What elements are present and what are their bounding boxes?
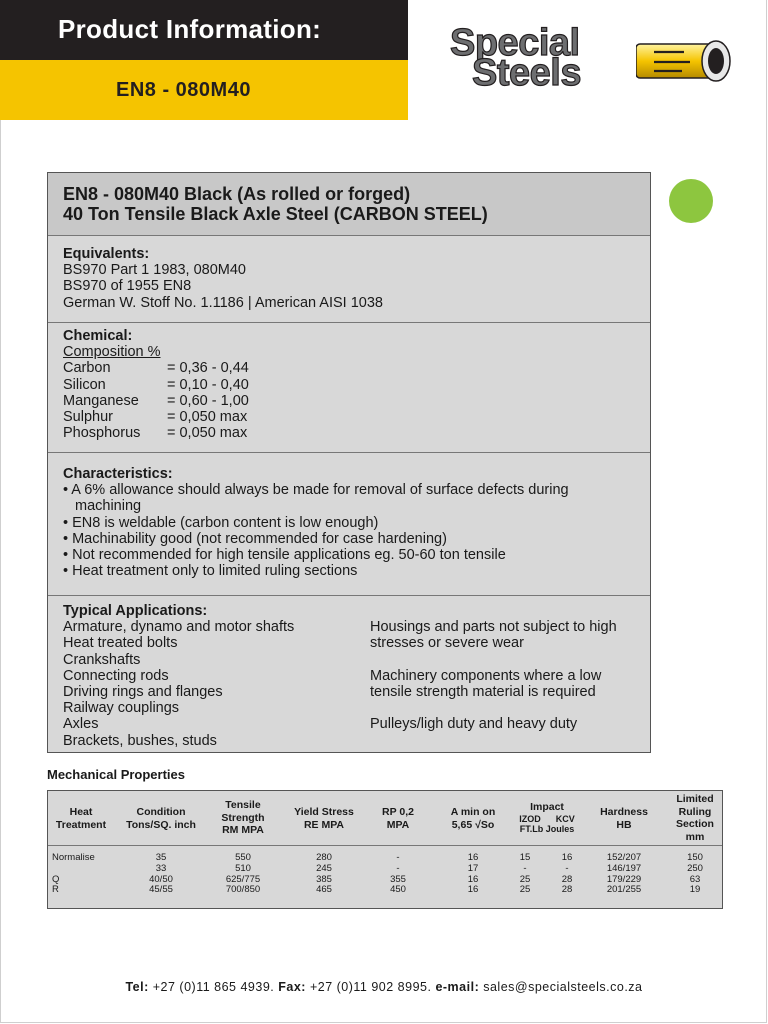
cell-hardness: 152/207 — [606, 852, 642, 863]
application-item: Heat treated bolts — [63, 635, 178, 652]
cell-izod: 25 — [519, 873, 531, 885]
impact-subheader — [519, 814, 575, 824]
cell-yield: 280 — [316, 852, 332, 863]
application-item: stresses or severe wear — [370, 635, 524, 652]
application-item: tensile strength material is required — [370, 684, 596, 700]
cell-condition: 45/55 — [149, 884, 173, 896]
page-title: Product Information: — [58, 14, 322, 44]
chemical-row — [63, 409, 650, 425]
col-condition — [126, 806, 196, 831]
element-name: Manganese — [63, 392, 139, 409]
application-item: Pulleys/ligh duty and heavy duty — [370, 716, 578, 733]
col-yield — [294, 806, 354, 831]
col-hardness — [600, 806, 648, 831]
header-text: MPA — [386, 818, 410, 831]
header-text: RE MPA — [303, 818, 345, 831]
header-text: RP 0,2 — [382, 806, 414, 818]
header-text: 5,65 √So — [451, 818, 495, 831]
cell-kcv: 28 — [561, 873, 573, 885]
element-name: Sulphur — [63, 409, 113, 426]
cell-amin: 17 — [467, 862, 479, 874]
header-text: A min on — [450, 806, 496, 818]
applications-heading: Typical Applications: — [63, 603, 208, 619]
cell-section: 19 — [689, 884, 701, 896]
cell-amin: 16 — [467, 852, 479, 863]
characteristic-item: • A 6% allowance should always be made for removal of surface defects during — [63, 482, 569, 499]
email-label: e-mail: — [435, 980, 480, 994]
application-item: Brackets, bushes, studs — [63, 732, 217, 749]
logo-word-steels: Steels — [472, 52, 581, 94]
header-text: mm — [685, 830, 705, 843]
cell-rp: 450 — [390, 884, 406, 896]
equivalents-section — [48, 235, 650, 322]
cell-izod: 15 — [519, 852, 531, 863]
logo-word-special: Special — [450, 22, 580, 64]
contact-footer — [0, 980, 768, 994]
application-item: Connecting rods — [63, 667, 169, 684]
chemical-row — [63, 393, 650, 409]
header-text: IZOD — [519, 813, 541, 824]
characteristic-item: • Machinability good (not recommended for case hardening) — [63, 530, 447, 547]
cell-rp: - — [396, 862, 400, 874]
characteristic-item-cont: machining — [75, 498, 142, 515]
characteristic-item: • Not recommended for high tensile applications eg. 50-60 ton tensile — [63, 547, 506, 564]
element-name: Silicon — [63, 376, 106, 393]
header-text: Heat — [69, 806, 93, 818]
cell-yield: 385 — [316, 873, 332, 885]
header-text: KCV — [555, 813, 575, 824]
element-value: = 0,36 - 0,44 — [167, 360, 249, 377]
cell-condition: 40/50 — [149, 873, 173, 885]
cell-condition: 35 — [155, 852, 167, 863]
equivalent-line: German W. Stoff No. 1.1186 | American AISI 1038 — [63, 294, 383, 311]
application-item: Machinery components where a low — [370, 667, 602, 684]
product-code-bar — [0, 60, 408, 120]
col-tensile — [221, 799, 264, 837]
header-text: Treatment — [55, 818, 107, 831]
col-rp — [382, 806, 414, 831]
cell-treatment: Normalise — [52, 852, 95, 863]
spec-title-line2: 40 Ton Tensile Black Axle Steel (CARBON STEEL) — [63, 204, 488, 224]
header-text: FT.Lb Joules — [519, 823, 575, 834]
cell-rp: - — [396, 852, 400, 863]
equivalent-line: BS970 of 1955 EN8 — [63, 278, 192, 295]
application-item: Railway couplings — [63, 700, 180, 717]
cell-section: 150 — [687, 852, 703, 863]
header-text: Section — [676, 818, 714, 830]
fax-label: Fax: — [278, 980, 306, 994]
application-item: Driving rings and flanges — [63, 684, 223, 701]
element-name: Carbon — [63, 360, 111, 377]
header-text: Tons/SQ. inch — [126, 818, 196, 831]
cell-yield: 465 — [316, 884, 332, 896]
application-item: Crankshafts — [63, 651, 141, 668]
characteristics-section — [48, 452, 650, 595]
tel-label: Tel: — [125, 980, 149, 994]
status-dot — [669, 179, 713, 223]
characteristic-item: • Heat treatment only to limited ruling sections — [63, 563, 358, 580]
cell-kcv: 16 — [561, 852, 573, 863]
application-item: Housings and parts not subject to high — [370, 619, 617, 636]
cell-hardness: 201/255 — [606, 884, 642, 896]
applications-columns — [63, 619, 650, 749]
cell-izod: 25 — [519, 884, 531, 896]
spec-title-section — [48, 173, 650, 235]
cell-condition: 33 — [155, 862, 167, 874]
header-text: Yield Stress — [294, 806, 354, 818]
header-text: Ruling — [678, 805, 712, 818]
chemical-row — [63, 360, 650, 376]
header-bar — [0, 0, 408, 60]
cell-treatment: Q — [52, 873, 60, 885]
chemical-heading: Chemical: — [63, 328, 133, 344]
col-impact — [519, 801, 575, 834]
cell-tensile: 625/775 — [225, 873, 261, 885]
element-value: = 0,050 max — [167, 425, 248, 442]
cell-section: 250 — [687, 862, 703, 874]
col-heat-treatment — [56, 806, 106, 831]
cell-amin: 16 — [467, 884, 479, 896]
header-text: Tensile — [225, 799, 261, 811]
header-text: HB — [616, 818, 632, 831]
spacer — [370, 652, 650, 668]
mechanical-title: Mechanical Properties — [47, 767, 185, 782]
equivalent-line: BS970 Part 1 1983, 080M40 — [63, 262, 246, 279]
applications-left — [63, 619, 370, 749]
cell-tensile: 700/850 — [225, 884, 261, 896]
element-value: = 0,10 - 0,40 — [167, 376, 249, 393]
spec-title-line1: EN8 - 080M40 Black (As rolled or forged) — [63, 184, 411, 204]
application-item: Axles — [63, 716, 99, 733]
applications-section — [48, 595, 650, 753]
spec-panel — [47, 172, 651, 753]
header-text: RM MPA — [222, 824, 264, 836]
element-name: Phosphorus — [63, 425, 141, 442]
chemical-section — [48, 322, 650, 452]
spacer — [370, 700, 650, 716]
fax-number: +27 (0)11 902 8995. — [309, 980, 432, 994]
company-logo — [448, 22, 740, 96]
cell-amin: 16 — [467, 873, 479, 885]
header-text: Strength — [221, 811, 265, 824]
header-text: Condition — [136, 806, 186, 818]
cell-treatment: R — [52, 884, 59, 896]
characteristic-item: • EN8 is weldable (carbon content is low enough) — [63, 514, 379, 531]
mechanical-table-header — [48, 791, 722, 846]
element-value: = 0,60 - 1,00 — [167, 392, 249, 409]
applications-right — [370, 619, 650, 749]
email-link[interactable]: sales@specialsteels.co.za — [483, 980, 643, 994]
cell-tensile: 510 — [235, 862, 251, 874]
tel-number: +27 (0)11 865 4939. — [152, 980, 275, 994]
header-text: Hardness — [600, 806, 648, 818]
chemical-row — [63, 377, 650, 393]
characteristics-heading: Characteristics: — [63, 466, 173, 482]
chemical-row — [63, 425, 650, 441]
cell-hardness: 179/229 — [606, 873, 642, 885]
element-value: = 0,050 max — [167, 409, 248, 426]
col-amin — [451, 806, 496, 831]
cell-kcv: - — [565, 862, 569, 874]
cell-section: 63 — [689, 873, 701, 885]
header-text: Impact — [530, 801, 564, 813]
col-ruling-section — [676, 793, 714, 843]
header-text: Limited — [676, 793, 714, 805]
application-item: Armature, dynamo and motor shafts — [63, 619, 295, 636]
mechanical-table — [47, 790, 723, 909]
cell-hardness: 146/197 — [606, 862, 642, 874]
cell-yield: 245 — [316, 862, 332, 874]
cell-tensile: 550 — [235, 852, 251, 863]
equivalents-heading: Equivalents: — [63, 246, 150, 262]
composition-subheading: Composition % — [63, 344, 161, 361]
cell-rp: 355 — [390, 873, 406, 885]
cell-kcv: 28 — [561, 884, 573, 896]
logo-pipe-icon — [636, 36, 736, 88]
cell-izod: - — [523, 862, 527, 874]
product-code: EN8 - 080M40 — [116, 79, 251, 101]
